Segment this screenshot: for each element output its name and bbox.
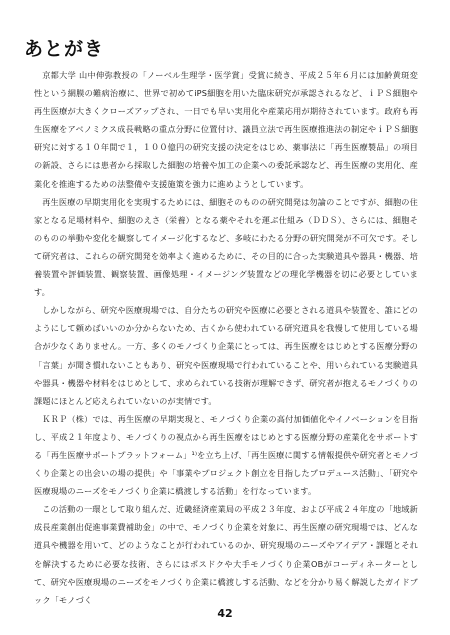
paragraph: この活動の一環として取り組んだ、近畿経済産業局の平成２３年度、および平成２４年度の「地域新成長産業創出促進事業費補助金」の中で、モノづくり企業を対象に、再生医療の研究現場では、どんな道具や機器を用いて、どのようなことが行われているのか、研究現場のニーズやアイデア・課題とそれを解決するために必要な技術、さらにはポスドクや大手モノづくり企業OBがコーディネーターとして、研究や医療現場のニーズをモノづくり企業に橋渡しする活動、などを分かり易く解説したガイドブック「モノづく: [34, 504, 418, 605]
page-title: あとがき: [24, 38, 105, 60]
paragraph: ＫＲＰ（株）では、再生医療の早期実現と、モノづくり企業の高付加価値化やイノベーションを目指し、平成２１年度より、モノづくりの視点から再生医療をはじめとする医療分野の産業化をサポートする「再生医療サポートプラットフォーム」¹⁾を立ち上げ、「再生医療に関する情報提供や研究者とモノづくり企業との出会いの場の提供」や「事業やプロジェクト創立を目指したプロデュース活動」、「研究や医療現場のニーズをモノづくり企業に橋渡しする活動」を行なっています。: [34, 413, 418, 497]
afterword-body: [34, 66, 418, 609]
paragraph: 再生医療の早期実用化を実現するためには、細胞そのものの研究開発は勿論のことですが、細胞の住家となる足場材料や、細胞のえさ（栄養）となる薬やそれを運ぶ仕組み（ＤＤＳ）、さらには、細胞そのものの挙動や変化を観察してイメージ化するなど、多岐にわたる分野の研究開発が不可欠です。そして研究者は、これらの研究開発を効率よく進めるために、その目的に合った実験道具や器具・機器、培養装置や評価装置、観察装置、画像処理・イメージング装置などの理化学機器を切に必要としています。: [34, 196, 418, 298]
paragraph: 京都大学 山中伸弥教授の「ノーベル生理学・医学賞」受賞に続き、平成２５年６月には加齢黄斑変性という網膜の難病治療に、世界で初めてiPS細胞を用いた臨床研究が承認されるなど、ｉＰＳ細胞や再生医療が大きくクローズアップされ、一日でも早い実用化や産業応用が期待されています。政府も再生医療をアベノミクス成長戦略の重点分野に位置付け、議員立法で再生医療推進法の制定やｉＰＳ細胞研究に対する１０年間で１，１００億円の研究支援の決定をはじめ、薬事法に「再生医療製品」の項目の新設、さらには患者から採取した細胞の培養や加工の企業への委託承認など、再生医療の実用化、産業化を推進するための法整備や支援施策を強力に進めようとしています。: [34, 70, 418, 189]
paragraph: しかしながら、研究や医療現場では、自分たちの研究や医療に必要とされる道具や装置を、誰にどのようにして頼めばいいのか分からないため、古くから使われている研究道具を我慢して使用している場合が少なくありません。一方、多くのモノづくり企業にとっては、再生医療をはじめとする医療分野の「言葉」が聞き慣れないこともあり、研究や医療現場で行われていることや、用いられている実験道具や器具・機器や材料をはじめとして、求められている技術が理解できず、研究者が抱えるモノづくりの課題にほとんど応えられていないのが実情です。: [34, 305, 418, 406]
page-number: 42: [217, 607, 233, 620]
